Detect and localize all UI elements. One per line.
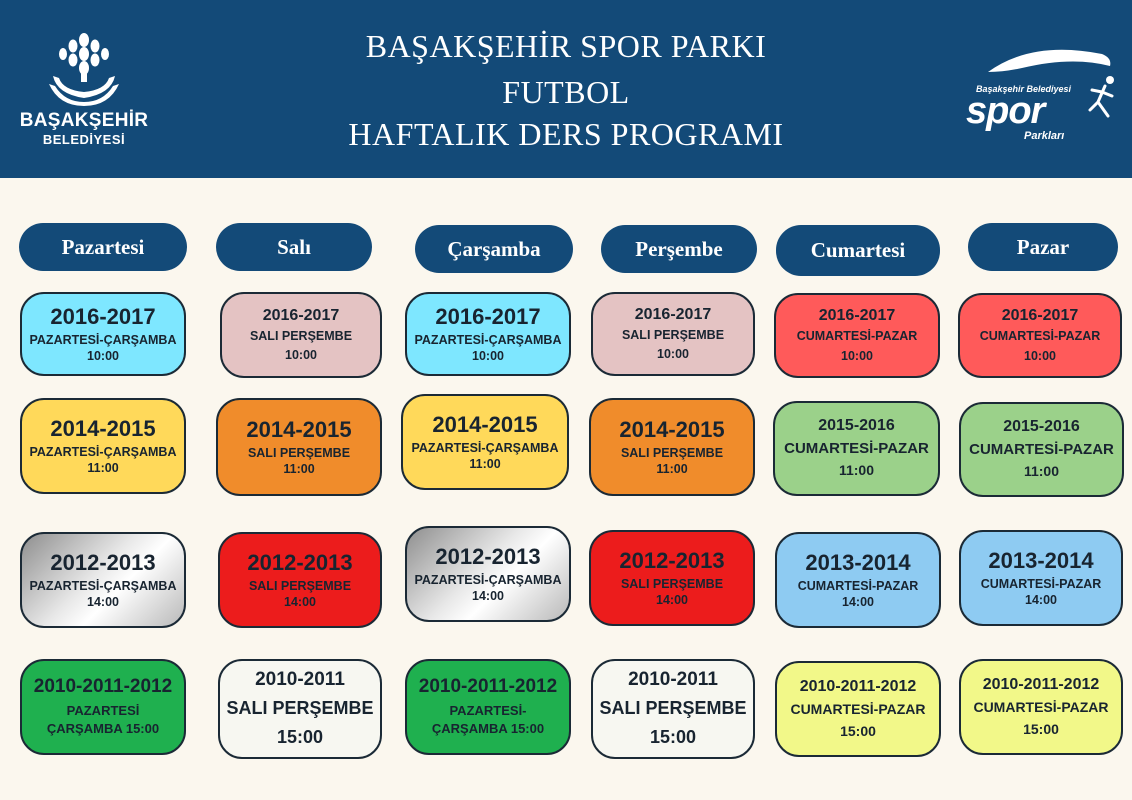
card-years: 2015-2016 bbox=[818, 417, 895, 435]
day-header-carsamba: Çarşamba bbox=[415, 225, 573, 273]
card-time: 11:00 bbox=[838, 462, 875, 479]
card-years: 2013-2014 bbox=[988, 547, 1094, 573]
card-time: 14:00 bbox=[842, 595, 874, 610]
day-header-pazartesi: Pazartesi bbox=[19, 223, 187, 271]
card-years: 2016-2017 bbox=[634, 305, 712, 323]
card-years: 2016-2017 bbox=[1001, 307, 1079, 325]
card-days: PAZARTESİ-ÇARŞAMBA bbox=[29, 444, 177, 459]
card-time: 15:00 bbox=[276, 726, 324, 747]
class-card bbox=[773, 401, 940, 496]
card-days: PAZARTESİ-ÇARŞAMBA bbox=[29, 578, 177, 593]
card-time: 15:00 bbox=[840, 723, 876, 740]
class-card bbox=[589, 398, 755, 496]
card-time: 14:00 bbox=[1025, 593, 1057, 608]
card-days: SALI PERŞEMBE bbox=[226, 697, 374, 718]
class-card bbox=[220, 292, 382, 378]
card-years: 2010-2011-2012 bbox=[33, 676, 173, 698]
card-days: CUMARTESİ-PAZAR bbox=[797, 578, 919, 593]
logo-line-1: BAŞAKŞEHİR bbox=[19, 110, 149, 131]
class-card bbox=[958, 293, 1122, 378]
card-days: CUMARTESİ-PAZAR bbox=[784, 439, 929, 457]
card-time: 10:00 bbox=[87, 349, 119, 364]
class-card bbox=[216, 398, 382, 496]
card-time: 11:00 bbox=[469, 457, 501, 472]
card-days: PAZARTESİ-ÇARŞAMBA bbox=[414, 332, 562, 347]
class-card bbox=[401, 394, 569, 490]
card-years: 2010-2011 bbox=[255, 668, 345, 690]
card-days: CUMARTESİ-PAZAR bbox=[973, 699, 1109, 715]
card-time: 10:00 bbox=[841, 348, 873, 363]
card-time: 10:00 bbox=[1024, 348, 1056, 363]
card-years: 2012-2013 bbox=[50, 549, 156, 575]
day-header-pazar: Pazar bbox=[968, 223, 1118, 271]
card-years: 2014-2015 bbox=[246, 416, 352, 442]
class-card bbox=[20, 292, 186, 376]
card-time: 14:00 bbox=[87, 595, 119, 610]
card-days: CUMARTESİ-PAZAR bbox=[796, 329, 918, 344]
card-days: CUMARTESİ-PAZAR bbox=[969, 440, 1114, 458]
class-card bbox=[959, 402, 1124, 497]
card-years: 2012-2013 bbox=[435, 543, 541, 569]
card-years: 2013-2014 bbox=[805, 549, 911, 575]
card-years: 2014-2015 bbox=[432, 411, 538, 437]
card-time: 11:00 bbox=[656, 462, 688, 477]
class-card bbox=[774, 293, 940, 378]
title-line-1: BAŞAKŞEHİR SPOR PARKI bbox=[365, 28, 767, 64]
card-years: 2016-2017 bbox=[818, 307, 896, 325]
class-card bbox=[20, 659, 186, 755]
class-card bbox=[959, 659, 1123, 755]
card-time: 10:00 bbox=[285, 348, 317, 363]
card-days: PAZARTESİ- bbox=[449, 702, 527, 718]
card-years: 2014-2015 bbox=[50, 415, 156, 441]
card-time: 11:00 bbox=[283, 462, 315, 477]
logo-sub-text: Parkları bbox=[1024, 130, 1065, 142]
card-years: 2012-2013 bbox=[619, 547, 725, 573]
card-days: CUMARTESİ-PAZAR bbox=[979, 329, 1101, 344]
day-header-persembe: Perşembe bbox=[601, 225, 757, 273]
card-time: ÇARŞAMBA 15:00 bbox=[431, 721, 545, 737]
class-card bbox=[405, 526, 571, 622]
card-years: 2010-2011-2012 bbox=[799, 677, 917, 695]
card-time: 10:00 bbox=[472, 349, 504, 364]
card-time: 11:00 bbox=[87, 461, 119, 476]
card-days: CUMARTESİ-PAZAR bbox=[980, 576, 1102, 591]
logo-big-text: spor bbox=[966, 90, 1045, 132]
card-days: SALI PERŞEMBE bbox=[621, 327, 725, 342]
card-years: 2010-2011-2012 bbox=[982, 675, 1100, 693]
card-time: 11:00 bbox=[1023, 463, 1060, 480]
title-line-3: HAFTALIK DERS PROGRAMI bbox=[348, 116, 784, 152]
card-days: SALI PERŞEMBE bbox=[249, 328, 353, 343]
logo-small-text: Başakşehir Belediyesi bbox=[976, 84, 1072, 94]
card-days: SALI PERŞEMBE bbox=[620, 576, 724, 591]
card-years: 2016-2017 bbox=[50, 303, 156, 329]
title-line-2: FUTBOL bbox=[502, 74, 630, 110]
day-header-cumartesi: Cumartesi bbox=[776, 225, 940, 276]
card-time: 10:00 bbox=[657, 347, 689, 362]
card-days: SALI PERŞEMBE bbox=[247, 445, 351, 460]
card-years: 2010-2011 bbox=[628, 668, 718, 690]
card-time: 14:00 bbox=[284, 595, 316, 610]
class-card bbox=[405, 292, 571, 376]
card-years: 2016-2017 bbox=[435, 303, 541, 329]
card-years: 2010-2011-2012 bbox=[418, 676, 558, 698]
card-time: 15:00 bbox=[1023, 721, 1059, 738]
card-days: CUMARTESİ-PAZAR bbox=[790, 701, 926, 717]
card-days: PAZARTESİ bbox=[66, 702, 140, 718]
card-years: 2016-2017 bbox=[262, 306, 340, 324]
logo-line-2: BELEDİYESİ bbox=[42, 132, 126, 147]
class-card bbox=[589, 530, 755, 626]
card-days: PAZARTESİ-ÇARŞAMBA bbox=[414, 572, 562, 587]
card-time: 15:00 bbox=[649, 726, 697, 747]
card-years: 2014-2015 bbox=[619, 416, 725, 442]
class-card bbox=[775, 532, 941, 628]
card-days: PAZARTESİ-ÇARŞAMBA bbox=[411, 440, 559, 455]
card-time: ÇARŞAMBA 15:00 bbox=[46, 721, 160, 737]
card-days: SALI PERŞEMBE bbox=[620, 445, 724, 460]
card-years: 2012-2013 bbox=[247, 549, 353, 575]
card-days: SALI PERŞEMBE bbox=[599, 697, 747, 718]
card-days: PAZARTESİ-ÇARŞAMBA bbox=[29, 332, 177, 347]
card-years: 2015-2016 bbox=[1003, 418, 1080, 436]
card-days: SALI PERŞEMBE bbox=[248, 578, 352, 593]
class-card bbox=[20, 398, 186, 494]
class-card bbox=[959, 530, 1123, 626]
class-card bbox=[218, 659, 382, 759]
day-header-sali: Salı bbox=[216, 223, 372, 271]
class-card bbox=[20, 532, 186, 628]
class-card bbox=[218, 532, 382, 628]
class-card bbox=[591, 659, 755, 759]
header-banner bbox=[0, 0, 1132, 178]
card-time: 14:00 bbox=[656, 593, 688, 608]
card-time: 14:00 bbox=[472, 589, 504, 604]
spor-parklari-logo bbox=[962, 44, 1122, 142]
class-card bbox=[591, 292, 755, 376]
class-card bbox=[405, 659, 571, 755]
class-card bbox=[775, 661, 941, 757]
